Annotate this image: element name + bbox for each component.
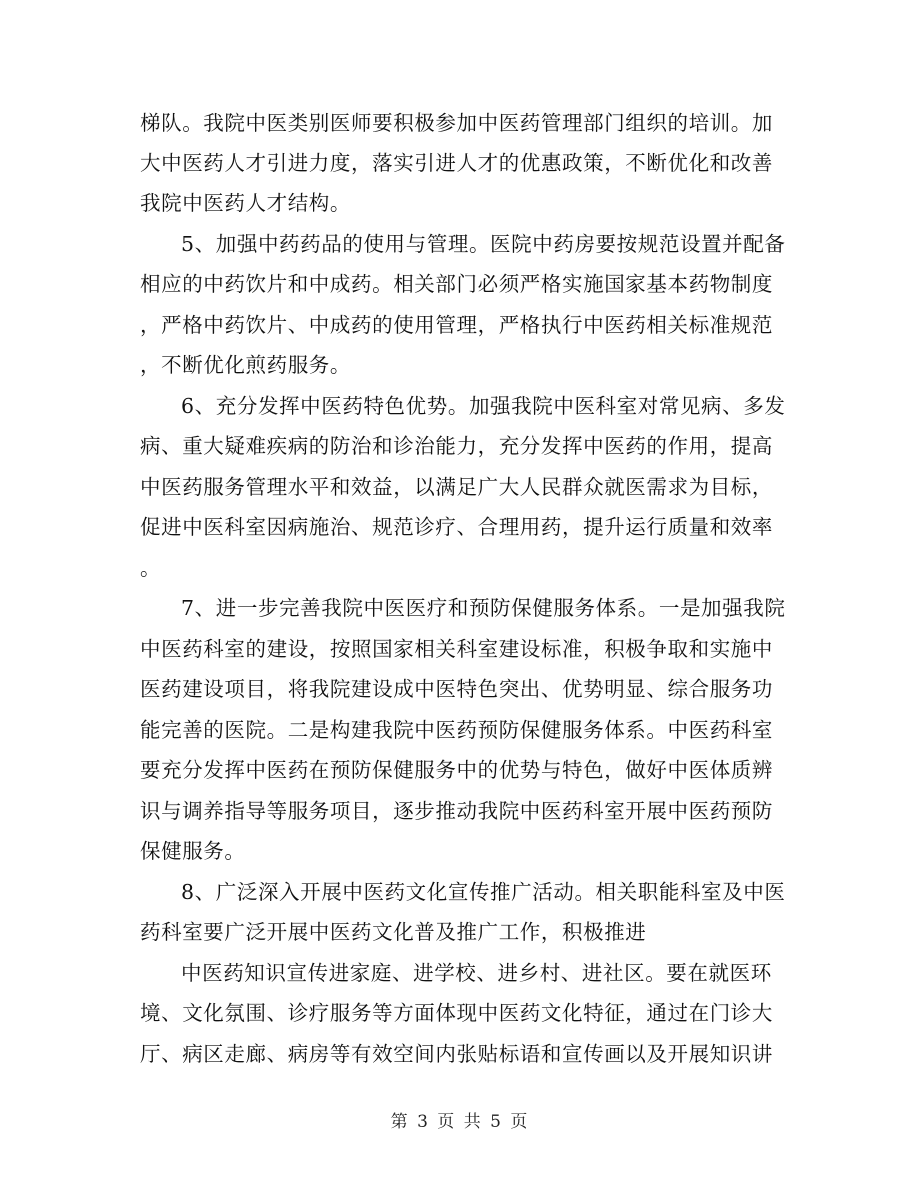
text-line: 相应的中药饮片和中成药。相关部门必须严格实施国家基本药物制度 (140, 272, 773, 296)
text-line: 促进中医科室因病施治、规范诊疗、合理用药，提升运行质量和效率 (140, 515, 773, 539)
paragraph-6-start: 6、充分发挥中医药特色优势。加强我院中医科室对常见病、多发 (181, 394, 786, 418)
text-line: 药科室要广泛开展中医药文化普及推广工作，积极推进 (140, 920, 647, 944)
paragraph-7-start: 7、进一步完善我院中医医疗和预防保健服务体系。一是加强我院 (181, 596, 786, 620)
text-line: ，不断优化煎药服务。 (140, 353, 351, 377)
text-line: 要充分发挥中医药在预防保健服务中的优势与特色，做好中医体质辨 (140, 758, 773, 782)
text-line: 厅、病区走廊、病房等有效空间内张贴标语和宣传画以及开展知识讲 (140, 1042, 773, 1066)
text-line: 识与调养指导等服务项目，逐步推动我院中医药科室开展中医药预防 (140, 799, 773, 823)
text-line: 大中医药人才引进力度，落实引进人才的优惠政策，不断优化和改善 (140, 151, 773, 175)
text-line: 能完善的医院。二是构建我院中医药预防保健服务体系。中医药科室 (140, 718, 773, 742)
text-line: 中医药服务管理水平和效益，以满足广大人民群众就医需求为目标， (140, 475, 773, 499)
text-line: 我院中医药人才结构。 (140, 191, 351, 215)
paragraph-8-start: 8、广泛深入开展中医药文化宣传推广活动。相关职能科室及中医 (181, 880, 786, 904)
text-line: 梯队。我院中医类别医师要积极参加中医药管理部门组织的培训。加 (140, 111, 773, 135)
text-line: 。 (140, 556, 162, 580)
text-line: 病、重大疑难疾病的防治和诊治能力，充分发挥中医药的作用，提高 (140, 434, 773, 458)
paragraph-5-start: 5、加强中药药品的使用与管理。医院中药房要按规范设置并配备 (181, 232, 786, 256)
page-number-footer: 第 3 页 共 5 页 (390, 1112, 530, 1132)
text-line: 中医药科室的建设，按照国家相关科室建设标准，积极争取和实施中 (140, 637, 773, 661)
text-line: ，严格中药饮片、中成药的使用管理，严格执行中医药相关标准规范 (140, 313, 773, 337)
text-line: 保健服务。 (140, 839, 246, 863)
text-line: 医药建设项目，将我院建设成中医特色突出、优势明显、综合服务功 (140, 677, 773, 701)
text-line: 境、文化氛围、诊疗服务等方面体现中医药文化特征，通过在门诊大 (140, 1001, 773, 1025)
text-line: 中医药知识宣传进家庭、进学校、进乡村、进社区。要在就医环 (181, 961, 772, 985)
